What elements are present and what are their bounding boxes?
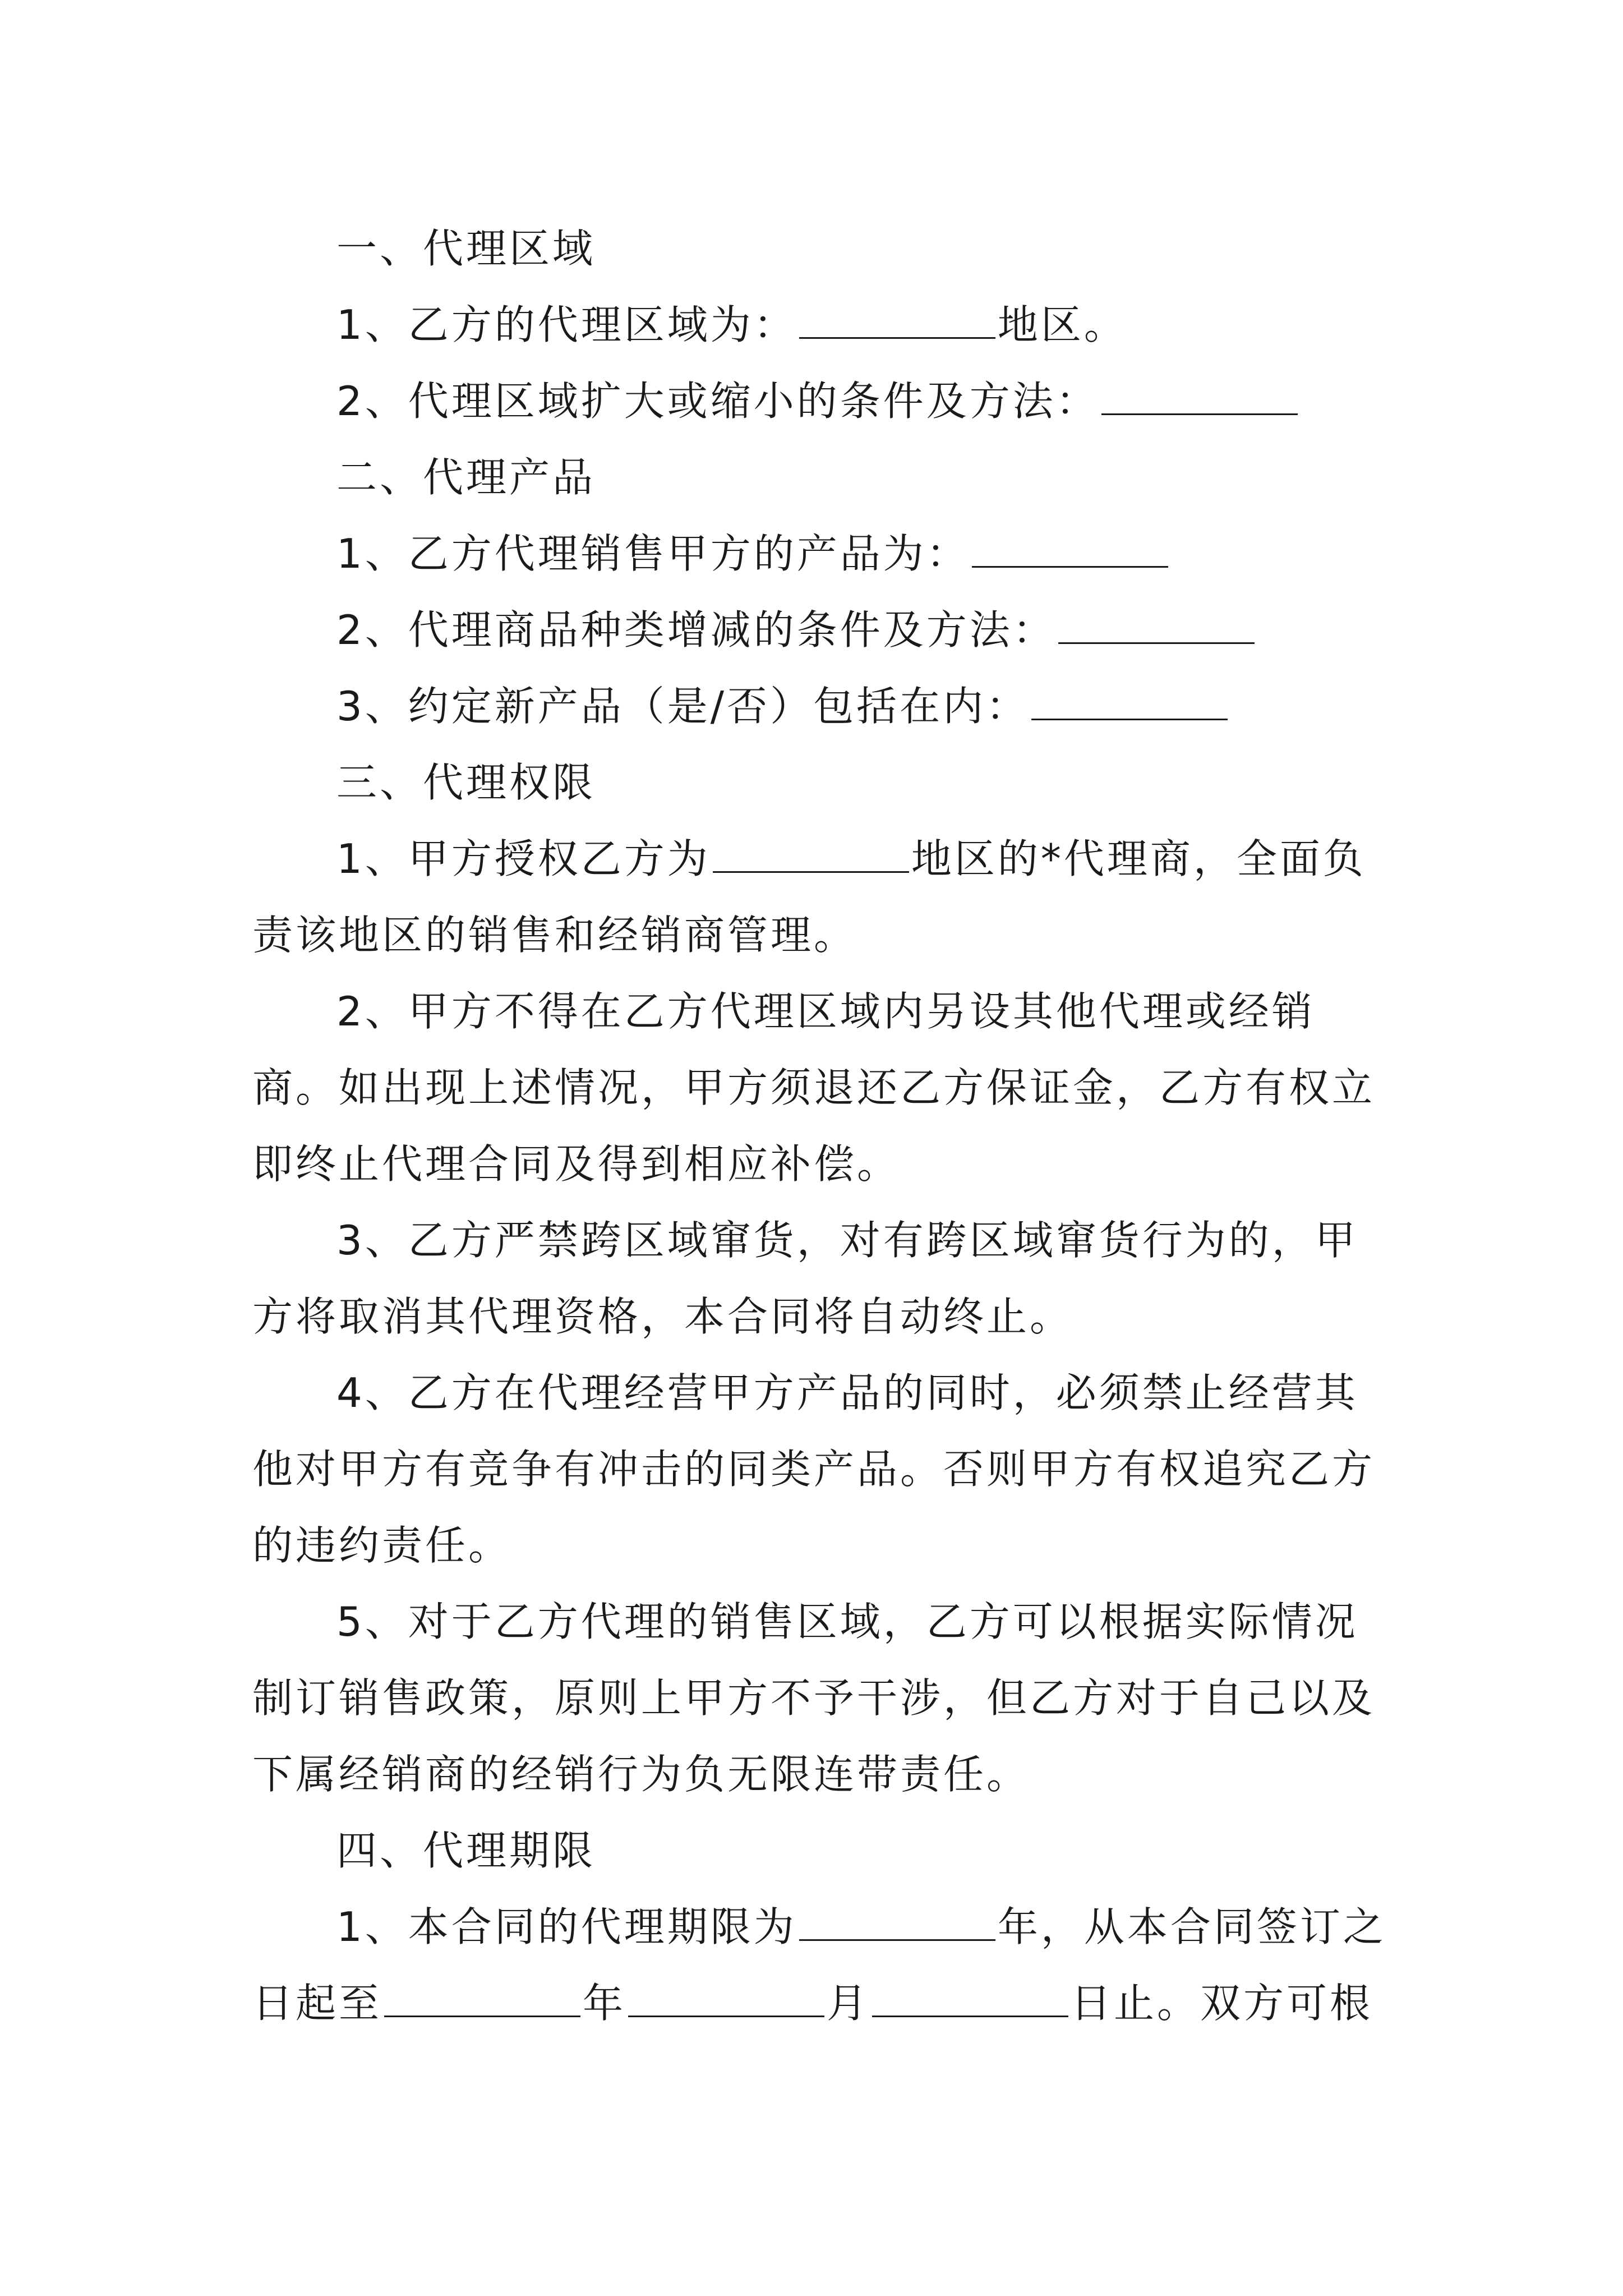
fill-in-blank <box>972 526 1168 568</box>
section-heading-text: 二、代理产品 <box>336 454 596 501</box>
clause-text: 1、乙方的代理区域为： <box>336 301 797 348</box>
fill-in-blank <box>872 1975 1068 2017</box>
clause-sales-policy <box>252 1584 1391 1812</box>
clause-text: 地区。 <box>997 301 1127 348</box>
clause-text: 年，从本合同签订之日起至 <box>252 1903 1386 2027</box>
clause-text: 年 <box>583 1980 626 2027</box>
section-heading-agency-products <box>252 439 1391 516</box>
clause-products <box>252 516 1391 592</box>
clause-authorization <box>252 821 1391 973</box>
fill-in-blank <box>1058 602 1255 644</box>
fill-in-blank <box>799 1899 995 1941</box>
clause-text: 2、代理区域扩大或缩小的条件及方法： <box>336 378 1099 425</box>
fill-in-blank <box>384 1975 580 2017</box>
section-heading-text: 三、代理权限 <box>336 759 596 806</box>
section-heading-text: 一、代理区域 <box>336 225 596 272</box>
fill-in-blank <box>799 297 995 339</box>
clause-text: 1、甲方授权乙方为 <box>336 835 711 882</box>
clause-new-products <box>252 668 1391 744</box>
clause-text: 日止。双方可根 <box>1071 1980 1373 2027</box>
clause-text: 1、乙方代理销售甲方的产品为： <box>336 530 970 577</box>
section-heading-agency-region <box>252 210 1391 287</box>
section-heading-agency-authority <box>252 744 1391 821</box>
clause-agency-region <box>252 287 1391 363</box>
clause-text: 3、约定新产品（是/否）包括在内： <box>336 683 1030 730</box>
clause-exclusivity <box>252 973 1391 1202</box>
clause-cross-region-ban <box>252 1202 1391 1355</box>
clause-text: 2、甲方不得在乙方代理区域内另设其他代理或经销商。如出现上述情况，甲方须退还乙方保证金，乙方有权立即终止代理合同及得到相应补偿。 <box>252 988 1376 1188</box>
fill-in-blank <box>1031 678 1228 720</box>
clause-text: 3、乙方严禁跨区域窜货，对有跨区域窜货行为的，甲方将取消其代理资格，本合同将自动终止。 <box>252 1217 1358 1340</box>
fill-in-blank <box>713 831 909 873</box>
clause-text: 地区的*代理商，全面负责该地区的销售和经销商管理。 <box>252 835 1366 959</box>
fill-in-blank <box>628 1975 824 2017</box>
clause-non-compete <box>252 1355 1391 1584</box>
clause-text: 2、代理商品种类增减的条件及方法： <box>336 606 1056 654</box>
clause-region-change-conditions <box>252 363 1391 439</box>
section-heading-text: 四、代理期限 <box>336 1827 596 1874</box>
section-heading-agency-term <box>252 1812 1391 1889</box>
clause-text: 月 <box>827 1980 870 2027</box>
fill-in-blank <box>1101 373 1298 415</box>
clause-text: 5、对于乙方代理的销售区域，乙方可以根据实际情况制订销售政策，原则上甲方不予干涉，但乙方对于自己以及下属经销商的经销行为负无限连带责任。 <box>252 1598 1376 1798</box>
contract-body <box>252 210 1391 2041</box>
clause-text: 1、本合同的代理期限为 <box>336 1903 797 1950</box>
clause-text: 4、乙方在代理经营甲方产品的同时，必须禁止经营其他对甲方有竞争有冲击的同类产品。否则甲方有权追究乙方的违约责任。 <box>252 1369 1376 1569</box>
clause-product-change-conditions <box>252 592 1391 668</box>
clause-term <box>252 1889 1391 2041</box>
